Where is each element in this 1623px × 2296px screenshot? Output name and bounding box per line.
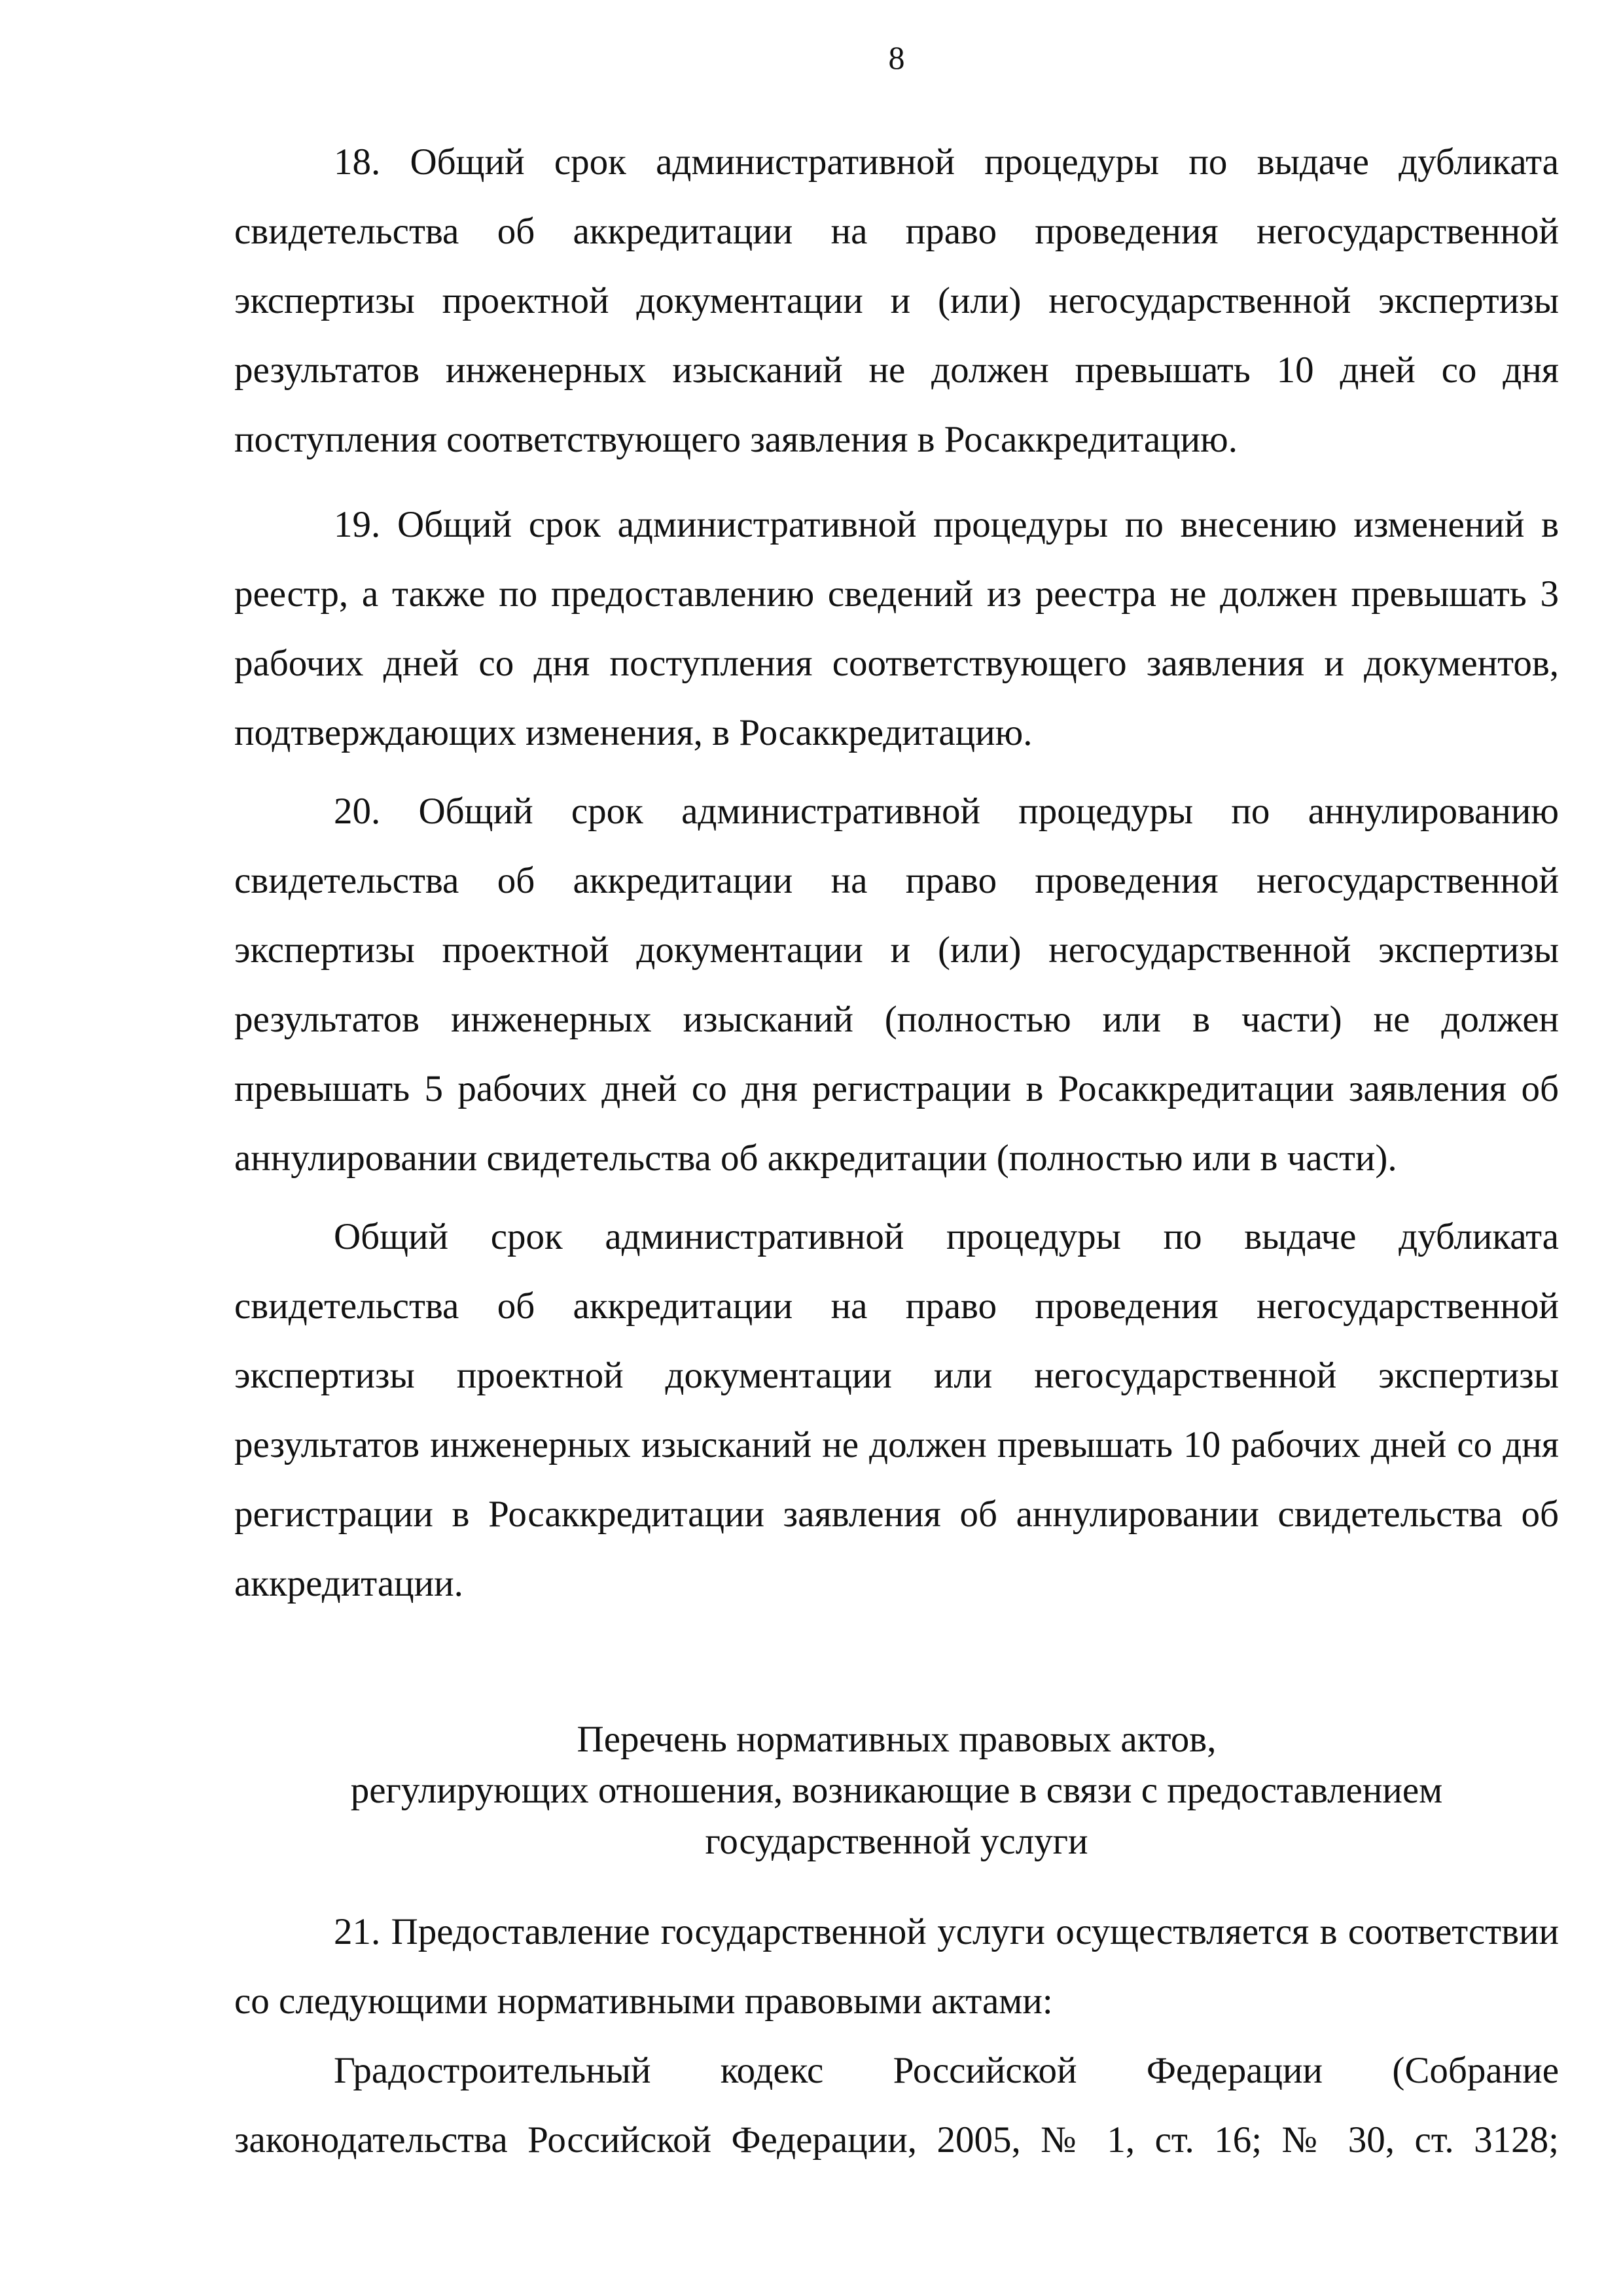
page-number: 8 (888, 39, 905, 76)
section-heading (234, 1714, 1559, 1867)
document-body (234, 128, 1559, 2175)
section-heading-line-3: государственной услуги (705, 1821, 1088, 1862)
paragraph-21: 21. Предоставление государственной услуги осуществляется в соответствии со следующими нормативными правовыми актами: (234, 1911, 1559, 2022)
paragraph-20: 20. Общий срок административной процедуры по аннулированию свидетельства об аккредитации на право проведения негосударственной экспертизы проектной документации и (или) негосударственной экспертизы результатов инженерных изысканий (полностью или в части) не должен превышать 5 рабочих дней со дня регистрации в Росаккредитации заявления об аннулировании свидетельства об аккредитации (полностью или в части). (234, 791, 1559, 1179)
section-heading-line-1: Перечень нормативных правовых актов, (577, 1719, 1217, 1760)
paragraph-18: 18. Общий срок административной процедуры по выдаче дубликата свидетельства об аккредитации на право проведения негосударственной экспертизы проектной документации и (или) негосударственной экспертизы результатов инженерных изысканий не должен превышать 10 дней со дня поступления соответствующего заявления в Росаккредитацию. (234, 141, 1559, 460)
paragraph-19: 19. Общий срок административной процедуры по внесению изменений в реестр, а также по предоставлению сведений из реестра не должен превышать 3 рабочих дней со дня поступления соответствующего заявления и документов, подтверждающих изменения, в Росаккредитацию. (234, 504, 1559, 753)
paragraph-urban-planning-code: Градостроительный кодекс Российской Федерации (Собрание законодательства Российской Федерации, 2005, № 1, ст. 16; № 30, ст. 3128; (234, 2050, 1559, 2161)
section-heading-line-2: регулирующих отношения, возникающие в связи с предоставлением (350, 1770, 1443, 1811)
paragraph-20-continuation: Общий срок административной процедуры по выдаче дубликата свидетельства об аккредитации на право проведения негосударственной экспертизы проектной документации или негосударственной экспертизы результатов инженерных изысканий не должен превышать 10 рабочих дней со дня регистрации в Росаккредитации заявления об аннулировании свидетельства об аккредитации. (234, 1216, 1559, 1604)
